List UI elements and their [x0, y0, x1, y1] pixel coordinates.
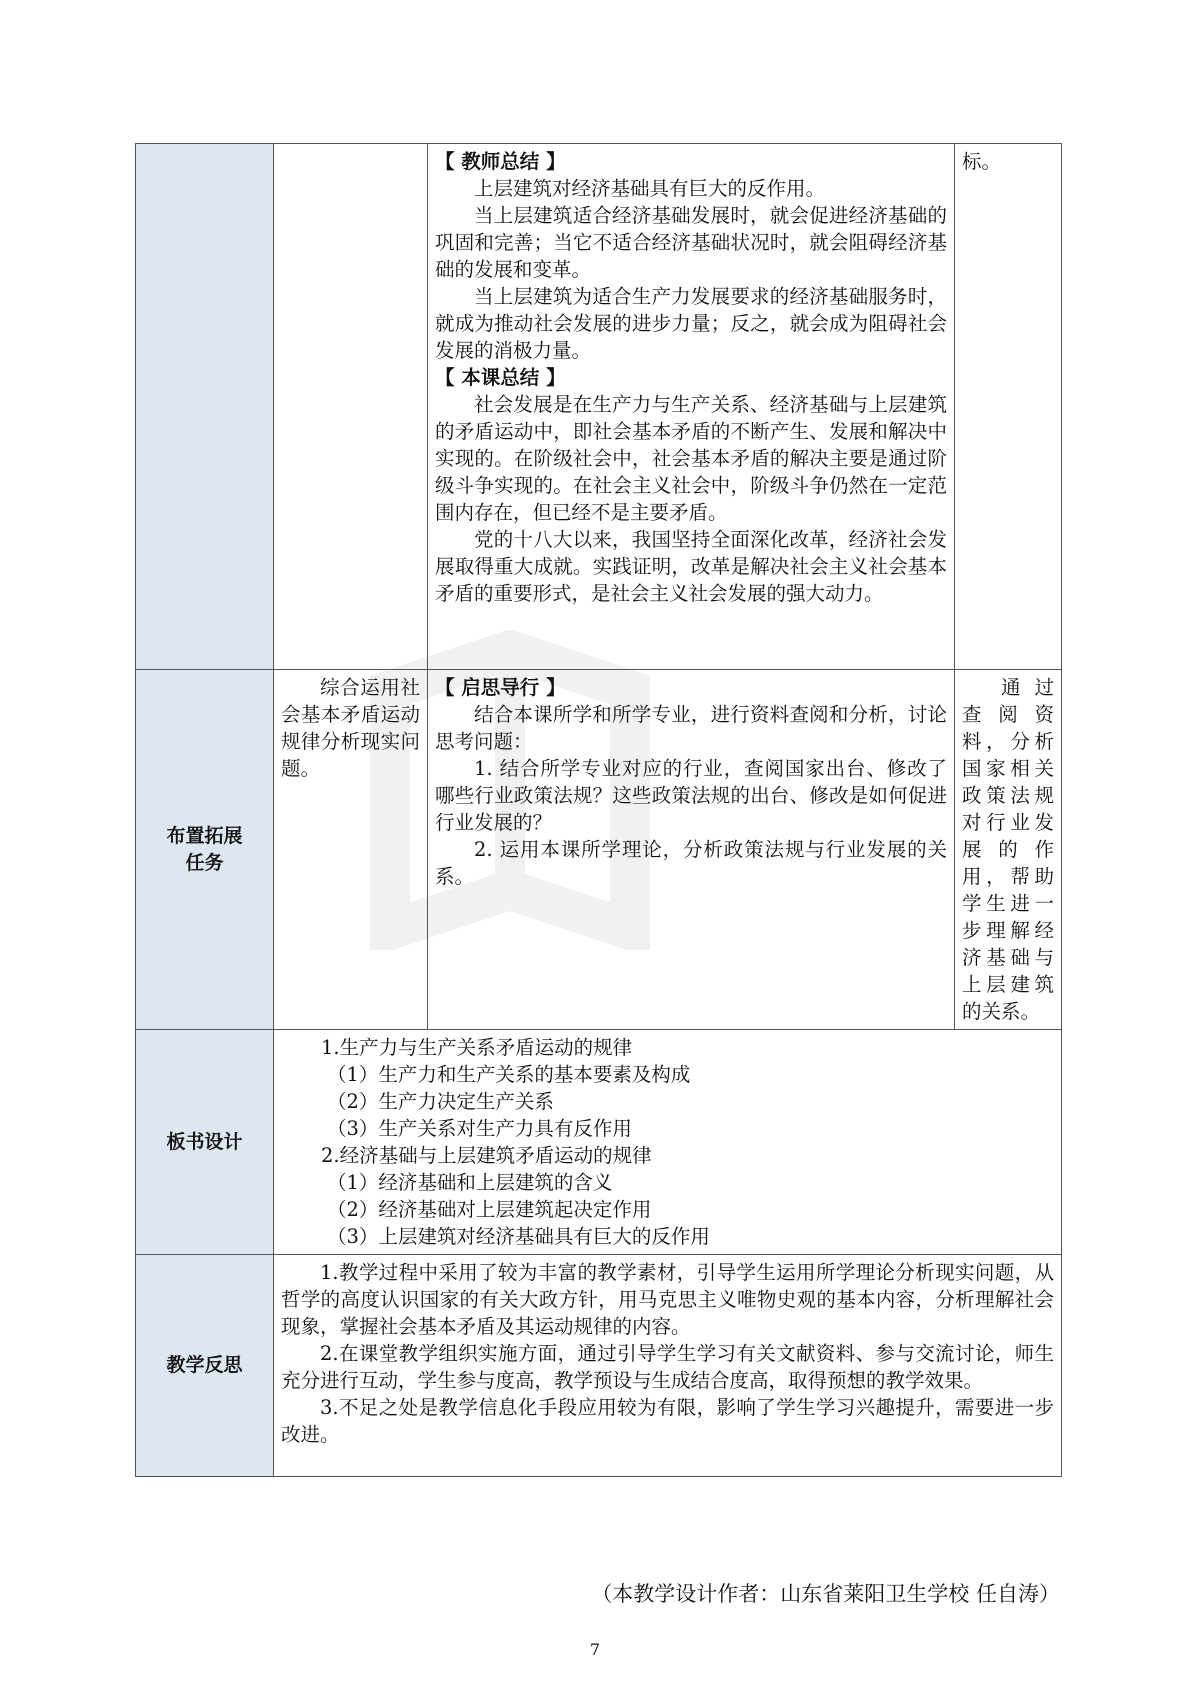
summary-row-content [428, 144, 955, 670]
extension-intent [955, 670, 1062, 1030]
extension-content [428, 670, 955, 1030]
extension-label [136, 670, 274, 1030]
teacher-summary-heading: 【 教师总结 】 [435, 150, 566, 173]
board-line: 2.经济基础与上层建筑矛盾运动的规律 [321, 1144, 652, 1167]
summary-row-label [136, 144, 274, 670]
extension-goal-text: 综合运用社会基本矛盾运动规律分析现实问题。 [281, 676, 420, 780]
extension-row [136, 670, 1062, 1030]
board-line: 1.生产力与生产关系矛盾运动的规律 [321, 1036, 633, 1059]
reflection-label: 教学反思 [136, 1255, 274, 1477]
summary-row [136, 144, 1062, 670]
board-content [274, 1030, 1062, 1255]
board-label: 板书设计 [136, 1030, 274, 1255]
board-line: （1）经济基础和上层建筑的含义 [327, 1171, 613, 1194]
board-line: （2）生产力决定生产关系 [327, 1090, 554, 1113]
page-number: 7 [589, 1640, 601, 1659]
board-row [136, 1030, 1062, 1255]
extension-paragraph: 结合本课所学和所学专业，进行资料查阅和分析，讨论思考问题： [435, 703, 947, 753]
reflection-row [136, 1255, 1062, 1477]
author-credit: （本教学设计作者：山东省莱阳卫生学校 任自涛） [591, 1582, 1060, 1606]
extension-paragraph: 2. 运用本课所学理论，分析政策法规与行业发展的关系。 [435, 838, 947, 888]
board-line: （1）生产力和生产关系的基本要素及构成 [327, 1063, 691, 1086]
board-line: （2）经济基础对上层建筑起决定作用 [327, 1198, 652, 1221]
extension-goal [274, 670, 428, 1030]
summary-row-goal [274, 144, 428, 670]
extension-paragraph: 1. 结合所学专业对应的行业，查阅国家出台、修改了哪些行业政策法规？这些政策法规的出台、修改是如何促进行业发展的？ [435, 757, 947, 834]
teacher-summary-paragraph: 当上层建筑适合经济基础发展时，就会促进经济基础的巩固和完善；当它不适合经济基础状况时，就会阻碍经济基础的发展和变革。 [435, 204, 947, 281]
extension-intent-text: 通过查阅资料，分析国家相关政策法规对行业发展的作用，帮助学生进一步理解经济基础与上层建筑的关系。 [962, 676, 1054, 1023]
lesson-summary-heading: 【 本课总结 】 [435, 366, 566, 389]
lesson-summary-paragraph: 社会发展是在生产力与生产关系、经济基础与上层建筑的矛盾运动中，即社会基本矛盾的不断产生、发展和解决中实现的。在阶级社会中，社会基本矛盾的解决主要是通过阶级斗争实现的。在社会主义社会中，阶级斗争仍然在一定范围内存在，但已经不是主要矛盾。 [435, 393, 947, 524]
board-line: （3）上层建筑对经济基础具有巨大的反作用 [327, 1225, 710, 1248]
teacher-summary-paragraph: 当上层建筑为适合生产力发展要求的经济基础服务时，就成为推动社会发展的进步力量；反之，就会成为阻碍社会发展的消极力量。 [435, 285, 947, 362]
extension-heading: 【 启思导行 】 [435, 676, 566, 699]
reflection-paragraph: 1.教学过程中采用了较为丰富的教学素材，引导学生运用所学理论分析现实问题，从哲学的高度认识国家的有关大政方针，用马克思主义唯物史观的基本内容，分析理解社会现象，掌握社会基本矛盾及其运动规律的内容。 [281, 1261, 1054, 1338]
extension-label-line: 布置拓展 [166, 824, 243, 847]
board-line: （3）生产关系对生产力具有反作用 [327, 1117, 632, 1140]
lesson-summary-paragraph: 党的十八大以来，我国坚持全面深化改革，经济社会发展取得重大成就。实践证明，改革是解决社会主义社会基本矛盾的重要形式，是社会主义社会发展的强大动力。 [435, 528, 947, 605]
extension-label-line: 任务 [185, 851, 224, 874]
summary-row-intent: 标。 [955, 144, 1062, 670]
reflection-paragraph: 3.不足之处是教学信息化手段应用较为有限，影响了学生学习兴趣提升，需要进一步改进。 [281, 1396, 1054, 1446]
reflection-paragraph: 2.在课堂教学组织实施方面，通过引导学生学习有关文献资料、参与交流讨论，师生充分进行互动，学生参与度高，教学预设与生成结合度高，取得预想的教学效果。 [281, 1342, 1054, 1392]
teacher-summary-paragraph: 上层建筑对经济基础具有巨大的反作用。 [474, 177, 826, 200]
lesson-plan-table [135, 143, 1062, 1477]
reflection-content [274, 1255, 1062, 1477]
